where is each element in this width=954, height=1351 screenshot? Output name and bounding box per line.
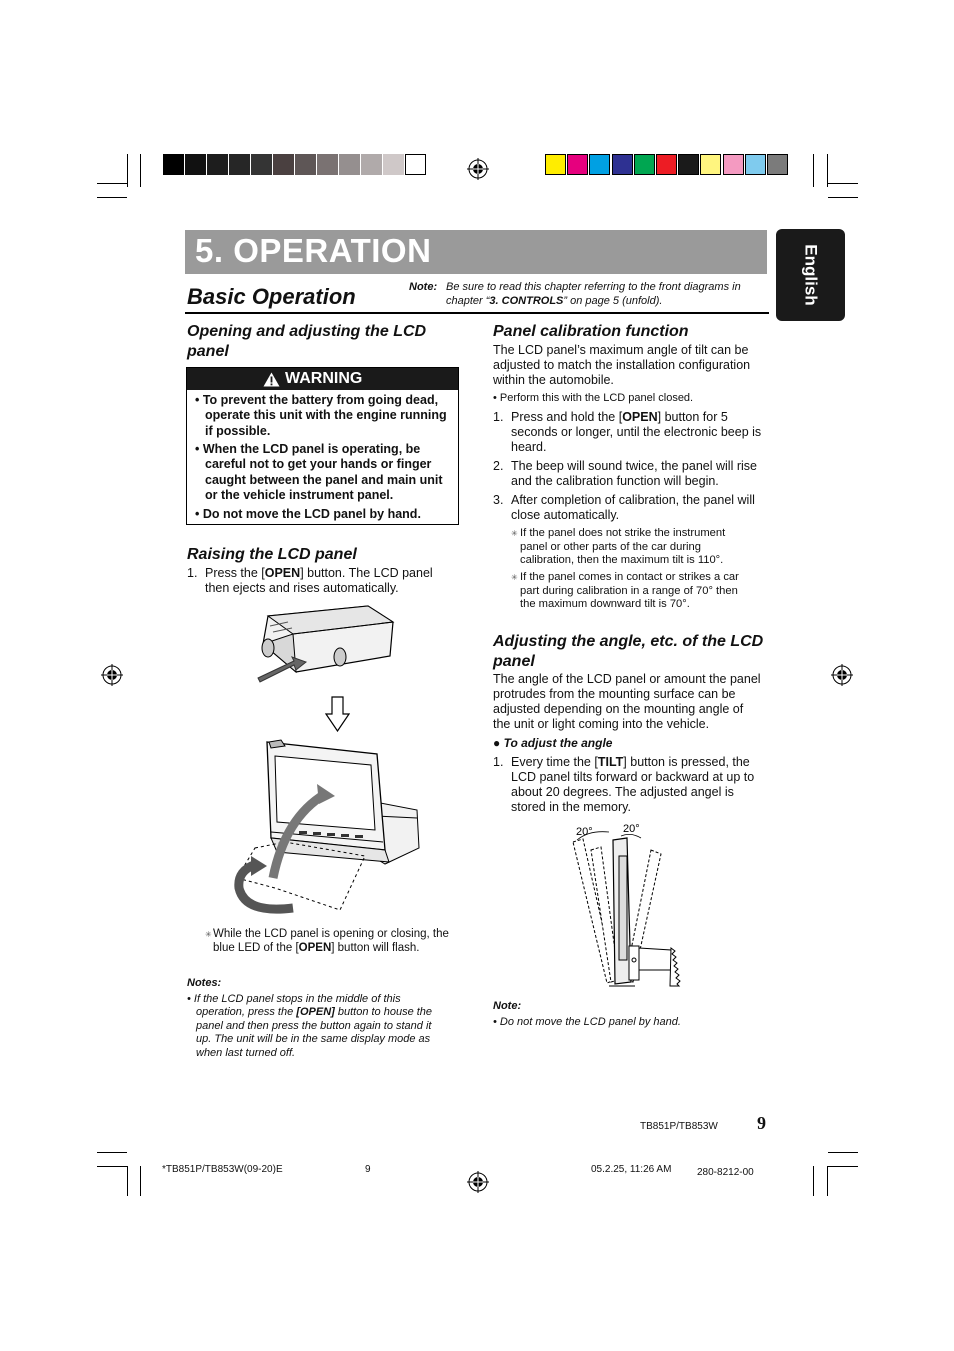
notes-line1: • If the LCD panel stops in the middle of this	[187, 992, 401, 1005]
chapter-title: 5. OPERATION	[195, 232, 432, 269]
process-swatch	[567, 154, 588, 175]
registration-mark-icon	[467, 1171, 489, 1193]
registration-mark-icon	[101, 664, 123, 686]
to-adjust-heading: ● To adjust the angle	[493, 736, 613, 750]
text-line: If the panel comes in contact or strikes a car	[520, 571, 739, 583]
warning-header	[187, 368, 458, 390]
warning-triangle-icon	[263, 372, 280, 387]
text-pre: The beep will sound twice, the panel will rise	[511, 459, 757, 473]
text-post: ] button will flash.	[331, 941, 420, 954]
text-pre: Press the [	[205, 566, 265, 580]
heading-adjusting-line2: panel	[493, 653, 535, 670]
heading-opening-line2: panel	[187, 343, 229, 360]
process-swatch	[545, 154, 566, 175]
section-title: Basic Operation	[187, 284, 356, 309]
header-note-label: Note:	[409, 281, 438, 293]
print-datetime: 05.2.25, 11:26 AM	[591, 1164, 672, 1175]
warning-box	[186, 367, 459, 525]
step-line: heard.	[511, 440, 547, 454]
heading-adjusting	[493, 632, 763, 672]
step-line: seconds or longer, until the electronic beep is	[511, 425, 762, 439]
process-swatch	[723, 154, 744, 175]
step-number: 3.	[493, 493, 504, 507]
text-line: protrudes from the mounting surface can be	[493, 687, 736, 701]
heading-opening	[187, 322, 426, 362]
step-number: 1.	[187, 566, 198, 580]
step-line: and the calibration function will begin.	[511, 474, 719, 488]
heading-raising: Raising the LCD panel	[187, 546, 357, 563]
calibration-perform: • Perform this with the LCD panel closed.	[493, 392, 694, 404]
section-divider	[185, 312, 769, 314]
text-bold: OPEN	[264, 566, 301, 580]
raising-step-1-text	[205, 566, 433, 596]
step-number: 1.	[493, 410, 504, 424]
warning-line: operate this unit with the engine running	[205, 408, 447, 423]
angle-left-label: 20°	[576, 826, 593, 838]
notes-block	[187, 977, 457, 1061]
notes-line2	[187, 1006, 457, 1020]
grey-swatch	[207, 154, 228, 175]
warning-item	[195, 442, 453, 503]
led-note-text	[205, 928, 465, 955]
step-text	[511, 410, 761, 455]
header-note	[409, 280, 769, 307]
calibration-sub-note	[511, 571, 739, 612]
down-arrow-icon	[325, 696, 350, 732]
grey-swatch	[405, 154, 426, 175]
text-post: button to house the	[334, 1006, 433, 1019]
warning-title: WARNING	[285, 370, 363, 387]
process-swatch	[634, 154, 655, 175]
grey-swatch	[339, 154, 360, 175]
process-swatch	[612, 154, 633, 175]
right-note	[493, 998, 681, 1030]
grey-swatch	[251, 154, 272, 175]
grey-swatch	[361, 154, 382, 175]
header-note-line2-pre: chapter “	[446, 295, 490, 307]
process-swatch	[767, 154, 788, 175]
led-note-line2	[213, 942, 465, 956]
notes-text	[187, 993, 457, 1061]
step-text	[511, 755, 754, 815]
asterisk-icon: ✳	[511, 573, 518, 582]
led-note	[205, 928, 465, 955]
notes-line4: up. The unit will be in the same display mode as	[196, 1033, 431, 1046]
sub-note-text	[511, 527, 725, 568]
step-line	[511, 459, 757, 474]
process-swatch	[700, 154, 721, 175]
page-number: 9	[757, 1113, 766, 1133]
text-bold: TILT	[597, 755, 624, 769]
step-text	[511, 493, 755, 523]
text-line: calibration, then the maximum tilt is 110°.	[520, 554, 724, 567]
chapter-title-bar	[185, 230, 767, 274]
step-line: stored in the memory.	[511, 800, 631, 814]
registration-mark-icon	[831, 664, 853, 686]
warning-line: or the vehicle instrument panel.	[205, 487, 394, 502]
raising-step-1-line1	[205, 566, 433, 581]
text-bold: OPEN	[298, 941, 332, 954]
raising-step-1-line2: then ejects and rises automatically.	[205, 581, 399, 595]
process-swatch	[656, 154, 677, 175]
process-swatch	[678, 154, 699, 175]
text-line: The LCD panel’s maximum angle of tilt can be	[493, 343, 749, 357]
warning-line: • When the LCD panel is operating, be	[195, 442, 421, 456]
warning-line: if possible.	[205, 423, 271, 438]
grey-swatch	[273, 154, 294, 175]
step-line	[511, 493, 755, 508]
heading-opening-line1: Opening and adjusting the LCD	[187, 323, 427, 340]
text-line: If the panel does not strike the instrument	[520, 527, 726, 539]
warning-line: careful not to get your hands or finger	[205, 457, 432, 472]
grey-swatch	[185, 154, 206, 175]
step-line	[511, 410, 761, 425]
asterisk-icon: ✳	[205, 930, 212, 939]
step-text	[511, 459, 757, 489]
language-tab-label: English	[801, 244, 821, 306]
step-line: LCD panel tilts forward or backward at up to	[511, 770, 755, 784]
registration-mark-icon	[467, 158, 489, 180]
right-note-text: • Do not move the LCD panel by hand.	[493, 1016, 681, 1028]
step-line: close automatically.	[511, 508, 620, 522]
file-name: *TB851P/TB853W(09-20)E	[162, 1164, 283, 1175]
header-note-line2	[446, 294, 662, 308]
step-number: 1.	[493, 755, 504, 769]
right-note-label: Note:	[493, 1000, 522, 1012]
text-line: part during calibration in a range of 70° then	[520, 584, 738, 597]
heading-adjusting-line1: Adjusting the angle, etc. of the LCD	[493, 633, 764, 650]
text-pre: After completion of calibration, the panel will	[511, 493, 755, 507]
text-pre: operation, press the	[196, 1006, 297, 1019]
grey-swatch	[229, 154, 250, 175]
text-line: The angle of the LCD panel or amount the panel	[493, 672, 761, 686]
header-note-line2-post: ” on page 5 (unfold).	[563, 295, 663, 307]
grey-swatch	[295, 154, 316, 175]
calibration-intro	[493, 343, 750, 388]
text-line: adjusted depending on the mounting angle of	[493, 702, 744, 716]
model-number: TB851P/TB853W	[640, 1121, 718, 1132]
text-post: ] button. The LCD panel	[300, 566, 433, 580]
warning-line: caught between the panel and main unit	[205, 472, 443, 487]
part-code: 280-8212-00	[697, 1167, 754, 1178]
angle-right-label: 20°	[623, 823, 640, 835]
text-pre: Press and hold the [	[511, 410, 623, 424]
text-pre: blue LED of the [	[213, 941, 299, 954]
notes-line3: panel and then press the button again to stand it	[196, 1019, 432, 1032]
led-note-line1: While the LCD panel is opening or closing, the	[213, 928, 449, 940]
grey-swatch	[317, 154, 338, 175]
asterisk-icon: ✳	[511, 529, 518, 538]
step-number: 2.	[493, 459, 504, 473]
tilt-angle-diagram	[565, 820, 695, 992]
heading-calibration: Panel calibration function	[493, 323, 689, 340]
notes-line5: when last turned off.	[196, 1046, 296, 1059]
text-bold: [OPEN]	[296, 1006, 335, 1019]
text-line: adjusted to match the installation configuration	[493, 358, 751, 372]
header-note-line1: Be sure to read this chapter referring to the front diagrams in	[446, 281, 741, 293]
warning-line: • To prevent the battery from going dead,	[195, 393, 439, 407]
calibration-sub-note	[511, 527, 725, 568]
sub-note-text	[511, 571, 739, 612]
grey-swatch	[383, 154, 404, 175]
warning-item	[195, 393, 453, 439]
text-line: the unit or light coming into the vehicle.	[493, 717, 710, 731]
lcd-panel-raised-illustration	[225, 738, 445, 920]
warning-item	[195, 507, 453, 522]
text-line: the maximum downward tilt is 70°.	[520, 598, 690, 611]
text-post: ] button is pressed, the	[623, 755, 750, 769]
lcd-unit-closed-illustration	[248, 604, 398, 686]
text-bold: OPEN	[622, 410, 658, 424]
text-pre: Every time the [	[511, 755, 598, 769]
warning-line: • Do not move the LCD panel by hand.	[195, 507, 421, 521]
file-page: 9	[365, 1164, 371, 1175]
notes-label: Notes:	[187, 977, 222, 989]
grey-swatch	[163, 154, 184, 175]
text-line: within the automobile.	[493, 373, 614, 387]
step-line	[511, 755, 754, 770]
text-line: panel or other parts of the car during	[520, 540, 701, 553]
process-swatch	[745, 154, 766, 175]
angle-intro	[493, 672, 761, 732]
step-line: about 20 degrees. The adjusted angel is	[511, 785, 734, 799]
text-post: ] button for 5	[657, 410, 728, 424]
language-tab	[776, 229, 845, 321]
process-swatch	[589, 154, 610, 175]
header-note-line2-bold: 3. CONTROLS	[489, 295, 564, 307]
